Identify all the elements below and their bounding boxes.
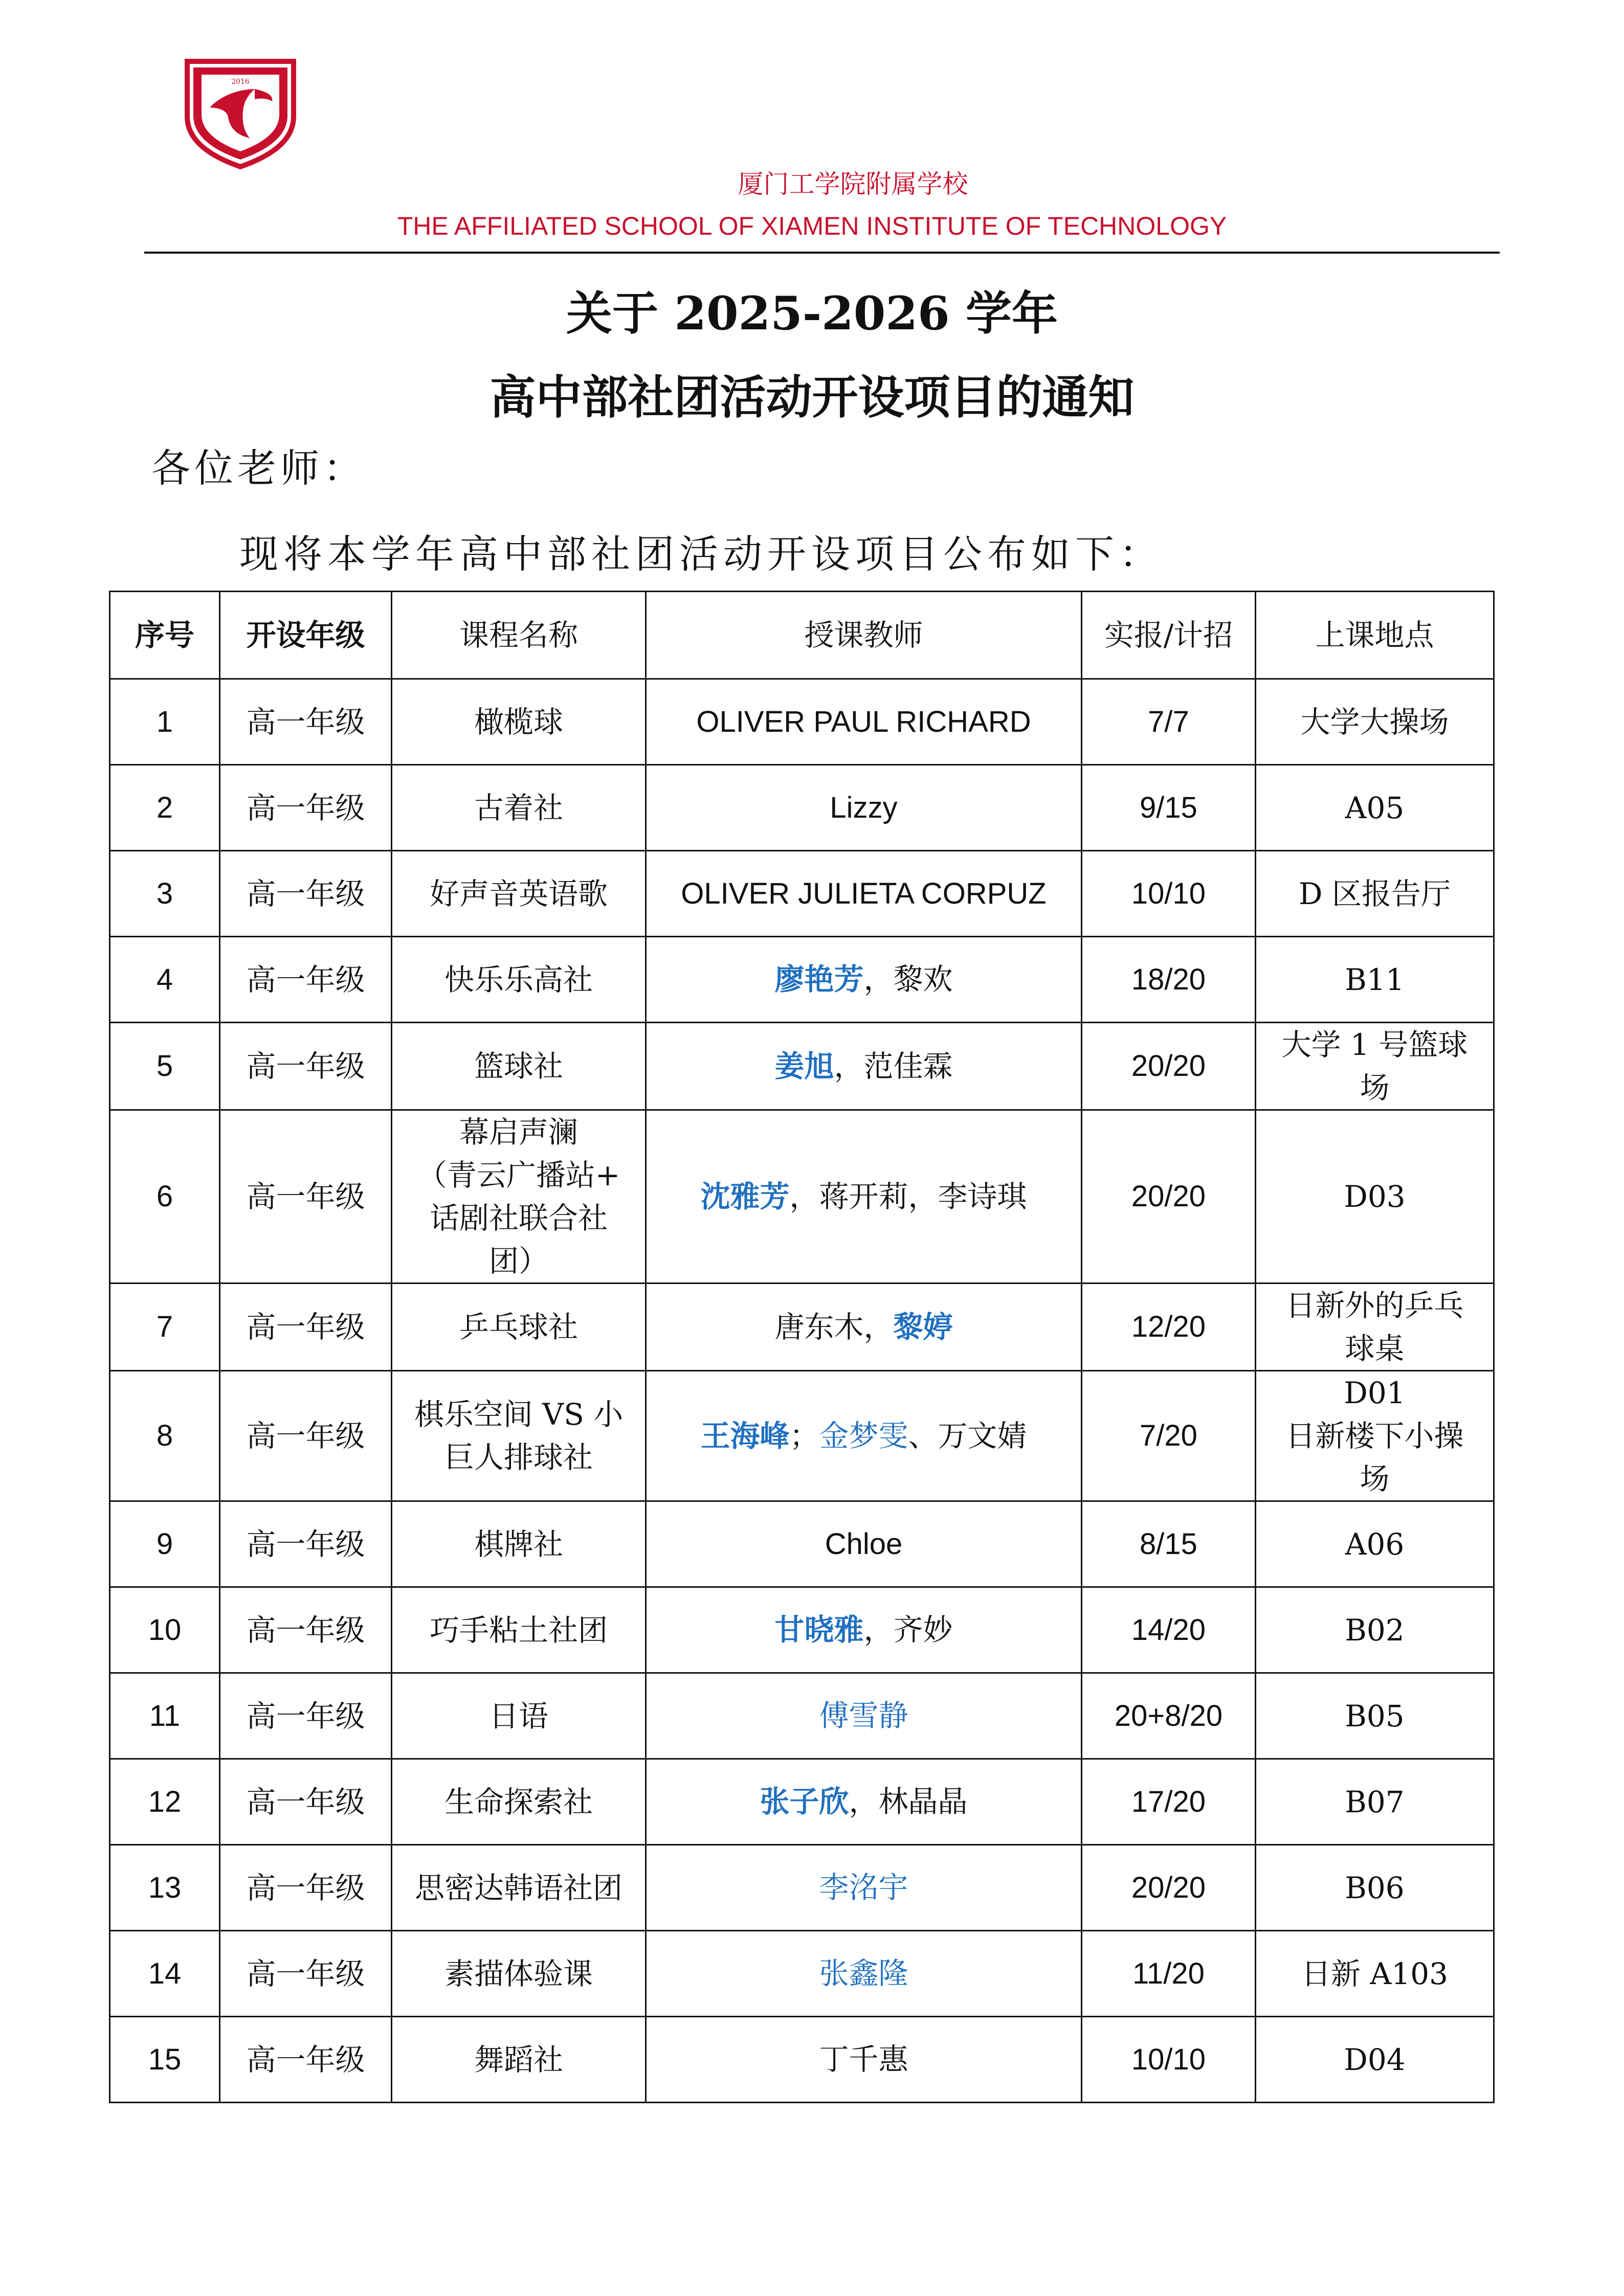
course-name-cell [392, 2017, 646, 2103]
teacher-name: 丁千惠 [819, 2042, 908, 2077]
table-row [110, 679, 1494, 765]
teacher-cell [646, 851, 1082, 937]
course-name-cell [392, 1931, 646, 2017]
teacher-name: ，黎欢 [863, 962, 953, 997]
enrollment-count-cell: 20/20 [1082, 1110, 1256, 1284]
location-line: D03 [1344, 1179, 1406, 1214]
teacher-cell [646, 1845, 1082, 1931]
teacher-cell [646, 1759, 1082, 1845]
grade-cell: 高一年级 [220, 2017, 392, 2103]
location-cell [1256, 1845, 1494, 1931]
course-name-line: 棋乐空间 VS 小 [414, 1397, 624, 1432]
grade-cell: 高一年级 [220, 765, 392, 851]
course-name-cell [392, 937, 646, 1023]
location-line: B02 [1345, 1612, 1405, 1648]
column-header: 开设年级 [220, 592, 392, 679]
location-line: B06 [1345, 1870, 1405, 1905]
teacher-cell [646, 1673, 1082, 1759]
row-number: 1 [110, 679, 220, 765]
table-row [110, 1759, 1494, 1845]
table-row [110, 1931, 1494, 2017]
enrollment-count-cell: 10/10 [1082, 2017, 1256, 2103]
row-number: 6 [110, 1110, 220, 1284]
teacher-name: 唐东木， [774, 1309, 894, 1344]
table-row [110, 1023, 1494, 1110]
enrollment-count-cell: 7/7 [1082, 679, 1256, 765]
row-number: 4 [110, 937, 220, 1023]
location-cell [1256, 1284, 1494, 1371]
course-name-line: 日语 [488, 1698, 548, 1734]
row-number: 12 [110, 1759, 220, 1845]
school-name-chinese: 厦门工学院附属学校 [738, 169, 968, 199]
teacher-name: ，齐妙 [863, 1612, 953, 1647]
table-body [110, 679, 1494, 2103]
teacher-name: 甘晓雅 [774, 1612, 864, 1647]
course-name-cell [392, 679, 646, 765]
teacher-name: 廖艳芳 [774, 962, 864, 997]
grade-cell: 高一年级 [220, 1501, 392, 1587]
column-header: 序号 [110, 592, 220, 679]
grade-cell: 高一年级 [220, 1110, 392, 1284]
location-cell [1256, 1371, 1494, 1501]
location-cell [1256, 1023, 1494, 1110]
row-number: 10 [110, 1587, 220, 1673]
club-roster-table [109, 591, 1495, 2103]
course-name-line: 古着社 [474, 790, 563, 825]
notice-title-line-1: 关于 2025-2026 学年 [566, 286, 1058, 341]
row-number: 3 [110, 851, 220, 937]
table-row [110, 1284, 1494, 1371]
course-name-line: 话剧社联合社 [429, 1201, 608, 1235]
location-cell [1256, 1110, 1494, 1284]
salutation: 各位老师： [151, 445, 366, 491]
course-name-cell [392, 1759, 646, 1845]
teacher-name: OLIVER PAUL RICHARD [696, 705, 1031, 738]
logo-year: 2016 [231, 78, 250, 86]
location-cell [1256, 1587, 1494, 1673]
teacher-name: 张鑫隆 [819, 1956, 908, 1991]
column-header: 实报/计招 [1082, 592, 1256, 679]
location-line: B11 [1345, 962, 1405, 997]
column-header: 课程名称 [392, 592, 646, 679]
teacher-name: 姜旭 [774, 1048, 834, 1084]
teacher-cell [646, 1110, 1082, 1284]
course-name-line: 橄榄球 [474, 704, 563, 739]
teacher-name: 李洺宇 [819, 1870, 908, 1905]
teacher-cell [646, 1501, 1082, 1587]
course-name-cell [392, 1587, 646, 1673]
course-name-line: 幕启声澜 [459, 1115, 578, 1150]
row-number: 7 [110, 1284, 220, 1371]
teacher-cell [646, 679, 1082, 765]
course-name-line: 乒乓球社 [459, 1310, 578, 1344]
table-row [110, 937, 1494, 1023]
course-name-cell [392, 1371, 646, 1501]
enrollment-count-cell: 11/20 [1082, 1931, 1256, 2017]
teacher-name: 金梦雯 [819, 1418, 908, 1453]
course-name-line: （青云广播站+ [417, 1158, 620, 1192]
location-line: 日新 A103 [1301, 1956, 1449, 1991]
enrollment-count-cell: 17/20 [1082, 1759, 1256, 1845]
enrollment-count-cell: 18/20 [1082, 937, 1256, 1023]
row-number: 5 [110, 1023, 220, 1110]
location-cell [1256, 851, 1494, 937]
location-line: 大学大操场 [1300, 704, 1449, 739]
course-name-line: 棋牌社 [474, 1526, 563, 1562]
location-line: 场 [1360, 1461, 1390, 1496]
table-row [110, 1673, 1494, 1759]
header-divider [144, 252, 1500, 254]
location-cell [1256, 2017, 1494, 2103]
enrollment-count-cell: 8/15 [1082, 1501, 1256, 1587]
row-number: 8 [110, 1371, 220, 1501]
course-name-line: 巧手粘土社团 [429, 1612, 608, 1648]
location-line: 球桌 [1345, 1331, 1405, 1366]
grade-cell: 高一年级 [220, 1587, 392, 1673]
course-name-line: 舞蹈社 [474, 2042, 563, 2077]
table-row [110, 1845, 1494, 1931]
location-line: D 区报告厅 [1299, 876, 1451, 911]
teacher-name: ，林晶晶 [849, 1784, 968, 1819]
table-row [110, 1110, 1494, 1284]
enrollment-count-cell: 7/20 [1082, 1371, 1256, 1501]
school-name-english: THE AFFILIATED SCHOOL OF XIAMEN INSTITUTE OF TECHNOLOGY [397, 212, 1227, 240]
enrollment-count-cell: 12/20 [1082, 1284, 1256, 1371]
location-line: A05 [1345, 790, 1405, 825]
grade-cell: 高一年级 [220, 1023, 392, 1110]
grade-cell: 高一年级 [220, 1845, 392, 1931]
teacher-cell [646, 1284, 1082, 1371]
teacher-name: Chloe [825, 1527, 903, 1561]
enrollment-count-cell: 14/20 [1082, 1587, 1256, 1673]
course-name-line: 篮球社 [474, 1049, 563, 1084]
column-header: 上课地点 [1256, 592, 1494, 679]
table-row [110, 851, 1494, 937]
course-name-line: 巨人排球社 [444, 1440, 593, 1475]
grade-cell: 高一年级 [220, 1759, 392, 1845]
grade-cell: 高一年级 [220, 1931, 392, 2017]
course-name-cell [392, 1023, 646, 1110]
location-cell [1256, 679, 1494, 765]
location-cell [1256, 765, 1494, 851]
teacher-name: 黎婷 [893, 1309, 953, 1344]
teacher-cell [646, 1023, 1082, 1110]
course-name-line: 好声音英语歌 [429, 876, 608, 911]
grade-cell: 高一年级 [220, 851, 392, 937]
course-name-cell [392, 851, 646, 937]
location-line: 大学 1 号篮球 [1281, 1027, 1468, 1062]
grade-cell: 高一年级 [220, 1371, 392, 1501]
teacher-name: 沈雅芳 [700, 1179, 790, 1214]
teacher-name: ，范佳霖 [834, 1048, 953, 1084]
location-line: 日新外的乒乓 [1285, 1288, 1464, 1323]
location-line: B07 [1345, 1784, 1405, 1819]
location-line: D01 [1344, 1376, 1406, 1410]
teacher-name: 张子欣 [760, 1784, 849, 1819]
teacher-cell [646, 2017, 1082, 2103]
location-cell [1256, 937, 1494, 1023]
row-number: 11 [110, 1673, 220, 1759]
row-number: 9 [110, 1501, 220, 1587]
table-row [110, 765, 1494, 851]
intro-paragraph: 现将本学年高中部社团活动开设项目公布如下： [239, 531, 1163, 577]
row-number: 15 [110, 2017, 220, 2103]
location-line: 场 [1360, 1070, 1390, 1105]
course-name-cell [392, 1673, 646, 1759]
teacher-name: ； [789, 1418, 819, 1453]
table-header-row [110, 592, 1494, 679]
location-line: A06 [1345, 1526, 1405, 1562]
teacher-cell [646, 1587, 1082, 1673]
enrollment-count-cell: 9/15 [1082, 765, 1256, 851]
location-cell [1256, 1673, 1494, 1759]
teacher-name: ，蒋开莉，李诗琪 [789, 1179, 1027, 1214]
location-cell [1256, 1501, 1494, 1587]
enrollment-count-cell: 20/20 [1082, 1845, 1256, 1931]
row-number: 2 [110, 765, 220, 851]
course-name-cell [392, 1284, 646, 1371]
course-name-line: 素描体验课 [444, 1956, 593, 1991]
column-header: 授课教师 [646, 592, 1082, 679]
location-line: 日新楼下小操 [1285, 1419, 1464, 1453]
teacher-cell [646, 937, 1082, 1023]
grade-cell: 高一年级 [220, 937, 392, 1023]
enrollment-count-cell: 10/10 [1082, 851, 1256, 937]
course-name-cell [392, 1110, 646, 1284]
grade-cell: 高一年级 [220, 1284, 392, 1371]
teacher-cell [646, 1371, 1082, 1501]
course-name-line: 团） [488, 1244, 548, 1278]
course-name-line: 生命探索社 [444, 1784, 593, 1819]
location-cell [1256, 1759, 1494, 1845]
course-name-cell [392, 1501, 646, 1587]
course-name-line: 快乐乐高社 [444, 962, 593, 997]
table-row [110, 2017, 1494, 2103]
course-name-line: 思密达韩语社团 [414, 1870, 622, 1905]
course-name-cell [392, 1845, 646, 1931]
table-row [110, 1587, 1494, 1673]
row-number: 14 [110, 1931, 220, 2017]
course-name-cell [392, 765, 646, 851]
table-row [110, 1501, 1494, 1587]
location-line: B05 [1345, 1698, 1405, 1734]
location-cell [1256, 1931, 1494, 2017]
teacher-name: 王海峰 [700, 1418, 790, 1453]
location-line: D04 [1344, 2042, 1406, 2077]
enrollment-count-cell: 20+8/20 [1082, 1673, 1256, 1759]
grade-cell: 高一年级 [220, 1673, 392, 1759]
teacher-name: 、万文婧 [908, 1418, 1027, 1453]
teacher-cell [646, 1931, 1082, 2017]
grade-cell: 高一年级 [220, 679, 392, 765]
school-logo [178, 50, 303, 171]
notice-title-line-2: 高中部社团活动开设项目的通知 [490, 370, 1134, 424]
teacher-cell [646, 765, 1082, 851]
teacher-name: OLIVER JULIETA CORPUZ [681, 876, 1047, 910]
teacher-name: 傅雪静 [819, 1698, 908, 1733]
teacher-name: Lizzy [830, 791, 898, 824]
enrollment-count-cell: 20/20 [1082, 1023, 1256, 1110]
table-row [110, 1371, 1494, 1501]
row-number: 13 [110, 1845, 220, 1931]
